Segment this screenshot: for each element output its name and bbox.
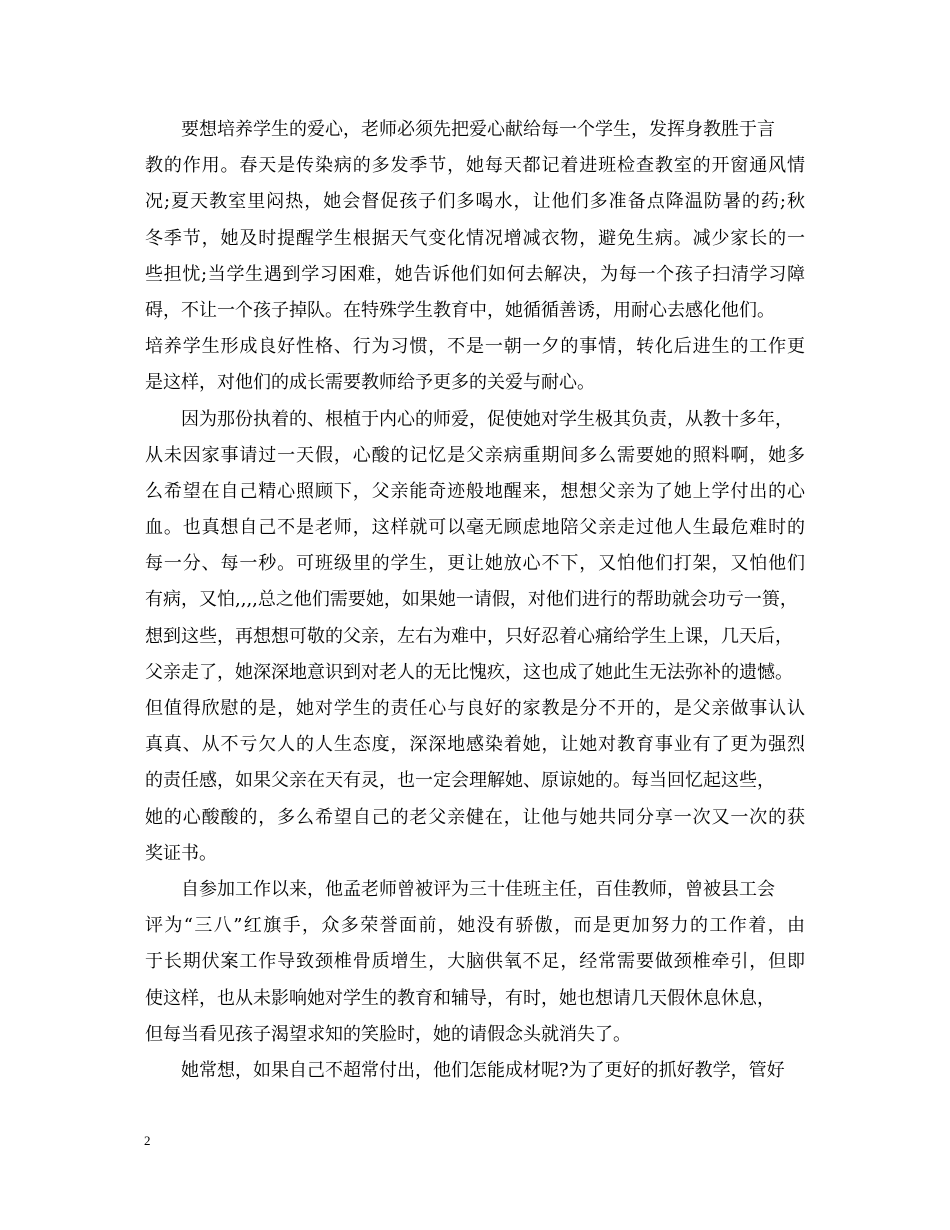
page-number: 2 [144,1133,151,1148]
text-line: 父亲走了，她深深地意识到对老人的无比愧疚，这也成了她此生无法弥补的遗憾。 [145,661,793,683]
text-line: 况;夏天教室里闷热，她会督促孩子们多喝水，让他们多准备点降温防暑的药;秋 [145,191,805,213]
text-line: 因为那份执着的、根植于内心的师爱，促使她对学生极其负责，从教十多年， [181,408,793,430]
text-line: 冬季节，她及时提醒学生根据天气变化情况增减衣物，避免生病。减少家长的一 [145,227,805,249]
text-line: 有病，又怕,,,,总之他们需要她，如果她一请假，对他们进行的帮助就会功亏一篑， [145,589,798,611]
text-line: 的责任感，如果父亲在天有灵，也一定会理解她、原谅她的。每当回忆起这些， [145,770,775,792]
text-line: 自参加工作以来，他孟老师曾被评为三十佳班主任，百佳教师，曾被县工会 [181,878,775,900]
text-line: 每一分、每一秒。可班级里的学生，更让她放心不下，又怕他们打架，又怕他们 [145,553,805,575]
text-line: 碍，不让一个孩子掉队。在特殊学生教育中，她循循善诱，用耐心去感化他们。 [145,299,775,321]
text-line: 血。也真想自己不是老师，这样就可以毫无顾虑地陪父亲走过他人生最危难时的 [145,517,805,539]
text-line: 从未因家事请过一天假，心酸的记忆是父亲病重期间多么需要她的照料啊，她多 [145,444,805,466]
text-line: 教的作用。春天是传染病的多发季节，她每天都记着进班检查教室的开窗通风情 [145,155,805,177]
text-line: 真真、从不亏欠人的人生态度，深深地感染着她，让她对教育事业有了更为强烈 [145,734,805,756]
text-line: 么希望在自己精心照顾下，父亲能奇迹般地醒来，想想父亲为了她上学付出的心 [145,480,805,502]
text-line: 培养学生形成良好性格、行为习惯，不是一朝一夕的事情，转化后进生的工作更 [145,336,805,358]
text-line: 是这样，对他们的成长需要教师给予更多的关爱与耐心。 [145,372,595,394]
document-body [145,112,805,1089]
text-line: 使这样，也从未影响她对学生的教育和辅导，有时，她也想请几天假休息休息， [145,987,775,1009]
text-line: 评为“三八”红旗手，众多荣誉面前，她没有骄傲，而是更加努力的工作着，由 [145,915,805,937]
text-line: 奖证书。 [145,842,217,864]
text-line: 她常想，如果自己不超常付出，他们怎能成材呢?为了更好的抓好教学，管好 [181,1059,785,1081]
text-line: 要想培养学生的爱心，老师必须先把爱心献给每一个学生，发挥身教胜于言 [181,119,775,140]
text-line: 于长期伏案工作导致颈椎骨质增生，大脑供氧不足，经常需要做颈椎牵引，但即 [145,951,805,973]
text-line: 想到这些，再想想可敬的父亲，左右为难中，只好忍着心痛给学生上课，几天后， [145,625,793,647]
text-line: 但每当看见孩子渴望求知的笑脸时，她的请假念头就消失了。 [145,1023,631,1045]
text-line: 她的心酸酸的，多么希望自己的老父亲健在，让他与她共同分享一次又一次的获 [145,806,805,828]
text-line: 但值得欣慰的是，她对学生的责任心与良好的家教是分不开的，是父亲做事认认 [145,698,805,719]
text-line: 些担忧;当学生遇到学习困难，她告诉他们如何去解决，为每一个孩子扫清学习障 [145,263,805,285]
